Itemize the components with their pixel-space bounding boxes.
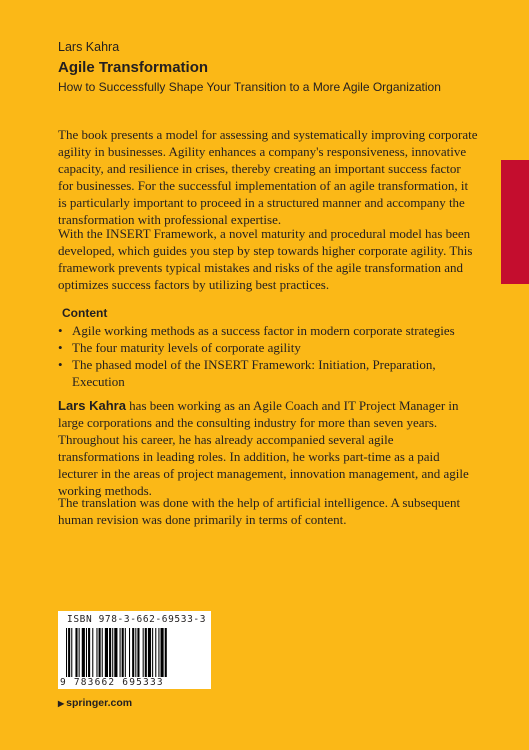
publisher-url: springer.com bbox=[66, 697, 133, 709]
list-item bbox=[58, 323, 478, 340]
barcode-bar bbox=[132, 628, 134, 677]
barcode-icon bbox=[66, 628, 203, 677]
barcode-bar bbox=[79, 628, 80, 677]
author-bio-name: Lars Kahra bbox=[58, 398, 126, 413]
barcode-bar bbox=[165, 628, 167, 677]
barcode-bar bbox=[145, 628, 147, 677]
book-subtitle: How to Successfully Shape Your Transition to a More Agile Organization bbox=[58, 80, 441, 94]
arrow-icon: ▶ bbox=[58, 699, 65, 708]
description-paragraph-2: With the INSERT Framework, a novel maturity and procedural model has been developed, which guides you step by step towards higher corporate agility. This framework prevents typical mistakes and risks of the agile transformation and optimizes success factors by utilizing best practices. bbox=[58, 226, 473, 292]
barcode-bar bbox=[82, 628, 85, 677]
barcode-bar bbox=[161, 628, 164, 677]
barcode-bar bbox=[75, 628, 77, 677]
list-item bbox=[58, 357, 478, 391]
barcode-bar bbox=[88, 628, 90, 677]
barcode-bar bbox=[86, 628, 87, 677]
barcode-bar bbox=[102, 628, 103, 677]
list-item-text: The phased model of the INSERT Framework: Initiation, Preparation, Execution bbox=[72, 356, 436, 389]
barcode-bar bbox=[114, 628, 117, 677]
translation-note: The translation was done with the help of artificial intelligence. A subsequent human revision was done primarily in terms of content. bbox=[58, 495, 461, 527]
barcode-bar bbox=[109, 628, 111, 677]
barcode-bar bbox=[112, 628, 113, 677]
author-bio-text: has been working as an Agile Coach and IT Project Manager in large corporations and the consulting industry for more than seven years. Throughout his career, he has already accompanied several agile transformations in leading roles. In addition, he works part-time as a paid lecturer in the areas of project management, innovation management, and agile working methods. bbox=[58, 398, 469, 498]
barcode-bar bbox=[129, 628, 130, 677]
author-bio bbox=[58, 398, 478, 499]
barcode-bar bbox=[68, 628, 70, 677]
content-heading: Content bbox=[62, 306, 108, 320]
list-item bbox=[58, 340, 478, 357]
bullet-icon: • bbox=[58, 339, 63, 355]
barcode-bar bbox=[155, 628, 156, 677]
publisher-link[interactable] bbox=[58, 697, 132, 709]
barcode-digits: 9 783662 695333 bbox=[60, 677, 164, 688]
red-tab bbox=[501, 160, 529, 284]
barcode-bar bbox=[158, 628, 159, 677]
content-section bbox=[58, 306, 478, 391]
list-item-text: Agile working methods as a success factor in modern corporate strategies bbox=[72, 323, 455, 338]
isbn-text: ISBN 978-3-662-69533-3 bbox=[67, 614, 207, 625]
barcode-bar bbox=[143, 628, 144, 677]
barcode-bar bbox=[148, 628, 151, 677]
barcode-bar bbox=[96, 628, 97, 677]
barcode-bar bbox=[122, 628, 124, 677]
barcode-bar bbox=[71, 628, 72, 677]
barcode-bar bbox=[125, 628, 126, 677]
list-item-text: The four maturity levels of corporate agility bbox=[72, 339, 301, 355]
bullet-icon: • bbox=[58, 356, 63, 372]
barcode-bar bbox=[92, 628, 93, 677]
barcode-bar bbox=[137, 628, 139, 677]
book-title: Agile Transformation bbox=[58, 59, 209, 76]
barcode-bar bbox=[152, 628, 153, 677]
description-paragraph-1: The book presents a model for assessing and systematically improving corporate agility in businesses. Agility enhances a company's responsiveness, innovative capacity, and resilience in crises, thereby creating an important success factor for businesses. For the successful implementation of an agile transformation, it is particularly important to proceed in a structured manner and accompany the transformation with professional expertise. bbox=[58, 127, 478, 227]
barcode-bar bbox=[120, 628, 121, 677]
barcode-box bbox=[58, 611, 211, 689]
barcode-bar bbox=[105, 628, 108, 677]
author-name: Lars Kahra bbox=[58, 40, 120, 54]
barcode-bar bbox=[66, 628, 67, 677]
content-list bbox=[58, 323, 478, 391]
barcode-bar bbox=[135, 628, 136, 677]
bullet-icon: • bbox=[58, 323, 63, 338]
barcode-bar bbox=[99, 628, 101, 677]
